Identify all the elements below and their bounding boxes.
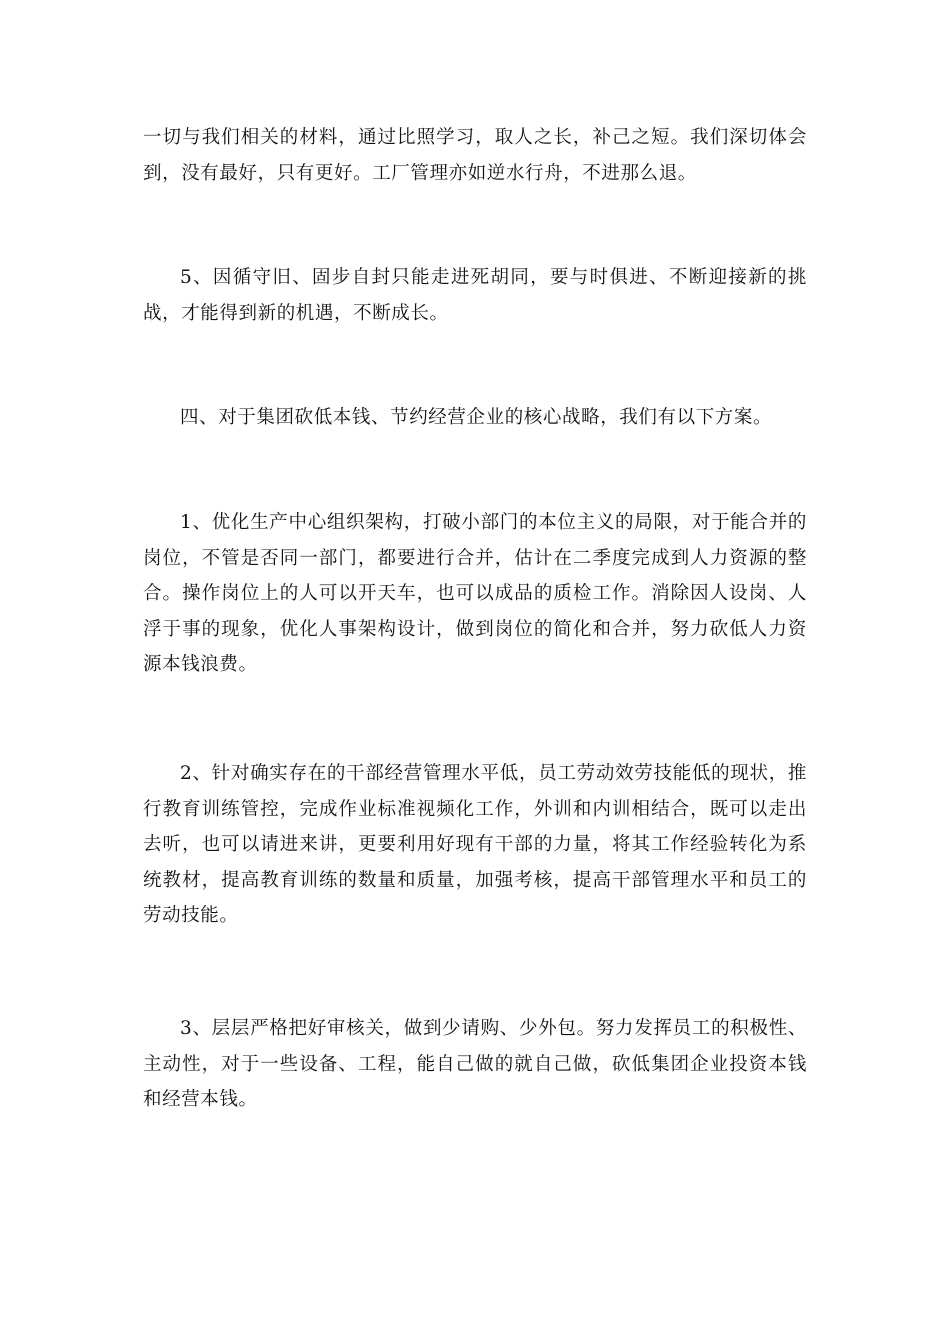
paragraph-item-2: 2、针对确实存在的干部经营管理水平低，员工劳动效劳技能低的现状，推行教育训练管控，完成作业标准视频化工作，外训和内训相结合，既可以走出去听，也可以请进来讲，更要利用好现有干部的力量，将其工作经验转化为系统教材，提高教育训练的数量和质量，加强考核，提高干部管理水平和员工的劳动技能。: [143, 763, 807, 926]
paragraph-item-3: 3、层层严格把好审核关，做到少请购、少外包。努力发挥员工的积极性、主动性，对于一些设备、工程，能自己做的就自己做，砍低集团企业投资本钱和经营本钱。: [143, 1018, 807, 1110]
paragraph-item-1: 1、优化生产中心组织架构，打破小部门的本位主义的局限，对于能合并的岗位，不管是否同一部门，都要进行合并，估计在二季度完成到人力资源的整合。操作岗位上的人可以开天车，也可以成品的质检工作。消除因人设岗、人浮于事的现象，优化人事架构设计，做到岗位的简化和合并，努力砍低人力资源本钱浪费。: [143, 512, 807, 675]
section-heading-four: 四、对于集团砍低本钱、节约经营企业的核心战略，我们有以下方案。: [180, 407, 773, 428]
paragraph-continuation: 一切与我们相关的材料，通过比照学习，取人之长，补己之短。我们深切体会到，没有最好，只有更好。工厂管理亦如逆水行舟，不进那么退。: [143, 127, 807, 184]
paragraph-item-5: 5、因循守旧、固步自封只能走进死胡同，要与时俱进、不断迎接新的挑战，才能得到新的机遇，不断成长。: [143, 267, 807, 324]
